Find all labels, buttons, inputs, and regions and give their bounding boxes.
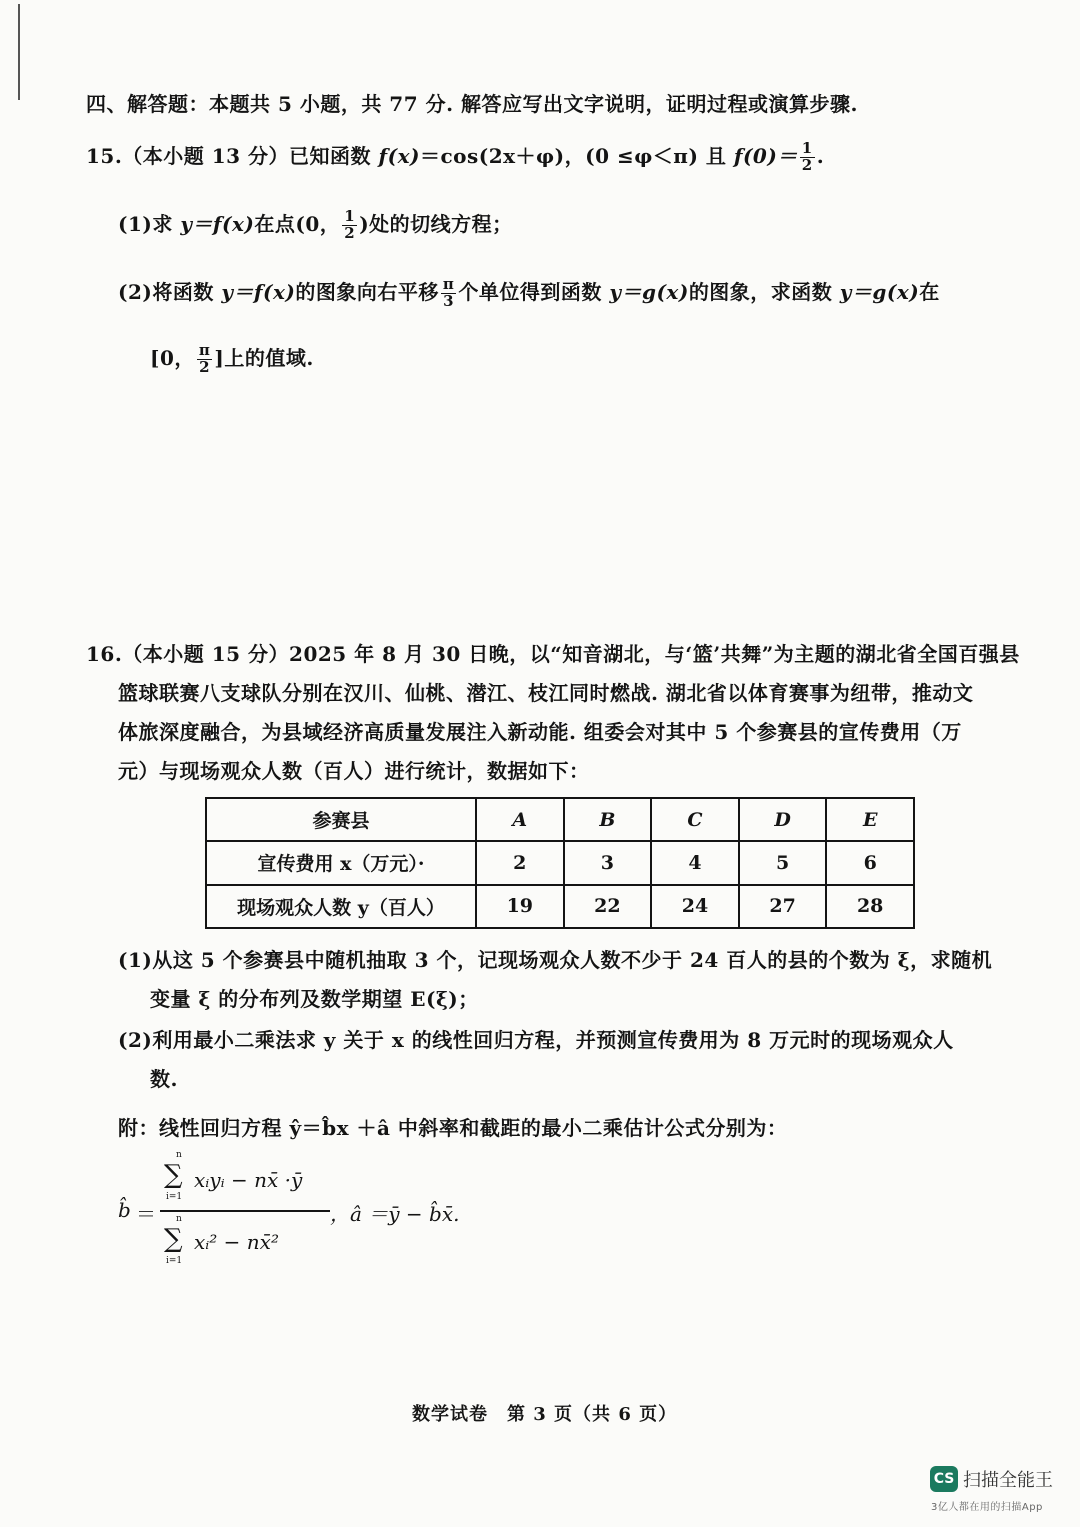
sigma-symbol: ∑	[164, 1160, 183, 1190]
table-cell: 现场观众人数 y（百人）	[206, 885, 476, 928]
q16-line1: 16.（本小题 15 分）2025 年 8 月 30 日晚，以“知音湖北，与‘篮’共舞”为主题的湖北省全国百强县	[86, 642, 1020, 666]
table-cell: 4	[651, 841, 739, 884]
table-cell: 5	[739, 841, 827, 884]
table-cell: 19	[476, 885, 564, 928]
intercept-formula: ，â ＝ȳ − b̂x̄.	[330, 1202, 460, 1226]
camscanner-slogan: 3亿人都在用的扫描App	[931, 1502, 1043, 1513]
q16-line2: 篮球联赛八支球队分别在汉川、仙桃、潜江、枝江同时燃战. 湖北省以体育赛事为纽带，推动文	[118, 681, 974, 705]
q16-line4: 元）与现场观众人数（百人）进行统计，数据如下：	[118, 759, 590, 783]
q15-eq: ＝cos(2x＋φ)，(0 ≤φ＜π) 且	[419, 144, 734, 168]
section-title: 四、解答题：本题共 5 小题，共 77 分. 解答应写出文字说明，证明过程或演算步骤.	[86, 92, 858, 116]
q16-sub2-line2: 数.	[150, 1067, 178, 1091]
table-cell: 27	[739, 885, 827, 928]
sum-bottom-label: i=1	[166, 1192, 183, 1202]
q16-sub2-line1: (2)利用最小二乘法求 y 关于 x 的线性回归方程，并预测宣传费用为 8 万元时的现场观众人	[118, 1028, 954, 1052]
table-cell: 宣传费用 x（万元）·	[206, 841, 476, 884]
scan-edge-line	[18, 4, 20, 100]
table-header-row	[206, 798, 914, 841]
page-footer: 数学试卷 第 3 页（共 6 页）	[412, 1404, 678, 1425]
fraction-bar	[160, 1210, 330, 1212]
table-cell: C	[651, 798, 739, 841]
sum-top-label: n	[176, 1150, 182, 1160]
fraction-one-half: $\frac{1}{2}$	[801, 139, 813, 174]
q15-f0: f(0)＝	[733, 144, 798, 168]
table-row	[206, 841, 914, 884]
camscanner-logo: CS	[930, 1466, 958, 1492]
q15-part2: (2)将函数 y＝f(x)的图象向右平移 $\frac{\pi}{3}$ 个单位得到函数 y＝g(x)的图象，求函数 y＝g(x)在	[118, 275, 940, 310]
q15-part1: (1)求 y＝f(x)在点(0， $\frac{1}{2}$ )处的切线方程；	[118, 207, 513, 242]
denominator-expr: xᵢ² − nx̄²	[194, 1230, 279, 1254]
q16-sub1-line1: (1)从这 5 个参赛县中随机抽取 3 个，记现场观众人数不少于 24 百人的县的个数为 ξ，求随机	[118, 948, 993, 972]
b-hat: b̂	[118, 1198, 131, 1222]
table-cell: 28	[826, 885, 914, 928]
q15-statement: 15.（本小题 13 分）已知函数 f(x)＝cos(2x＋φ)，(0 ≤φ＜π) 且 f(0)＝ $\frac{1}{2}$ .	[86, 139, 825, 174]
equals-sign: ＝	[136, 1202, 156, 1226]
q16-line3: 体旅深度融合，为县域经济高质量发展注入新动能. 组委会对其中 5 个参赛县的宣传费用（万	[118, 720, 962, 744]
q15-range: [0， $\frac{\pi}{2}$ ]上的值域.	[150, 341, 314, 376]
table-cell: E	[826, 798, 914, 841]
sum-bottom-label: i=1	[166, 1256, 183, 1266]
numerator-expr: xᵢyᵢ − nx̄ ·ȳ	[194, 1168, 303, 1192]
table-cell: 2	[476, 841, 564, 884]
q16-appendix: 附：线性回归方程 ŷ＝b̂x ＋â 中斜率和截距的最小二乘估计公式分别为：	[118, 1116, 788, 1140]
sum-top-label: n	[176, 1214, 182, 1224]
fraction-one-half: $\frac{1}{2}$	[344, 207, 356, 242]
table-cell: A	[476, 798, 564, 841]
table-cell: D	[739, 798, 827, 841]
data-table	[205, 797, 915, 929]
sigma-symbol: ∑	[164, 1224, 183, 1254]
table-cell: 3	[564, 841, 652, 884]
fraction-pi-third: $\frac{\pi}{3}$	[442, 275, 455, 310]
q15-head: 15.（本小题 13 分）已知函数	[86, 144, 379, 168]
table-cell: 6	[826, 841, 914, 884]
table-row	[206, 885, 914, 928]
table-cell: B	[564, 798, 652, 841]
table-cell: 参赛县	[206, 798, 476, 841]
q16-sub1-line2: 变量 ξ 的分布列及数学期望 E(ξ)；	[150, 987, 479, 1011]
table-cell: 22	[564, 885, 652, 928]
fraction-pi-half: $\frac{\pi}{2}$	[198, 341, 211, 376]
q15-func: f(x)	[378, 144, 420, 168]
least-squares-formula	[118, 1152, 518, 1272]
table-cell: 24	[651, 885, 739, 928]
camscanner-name: 扫描全能王	[963, 1470, 1053, 1491]
